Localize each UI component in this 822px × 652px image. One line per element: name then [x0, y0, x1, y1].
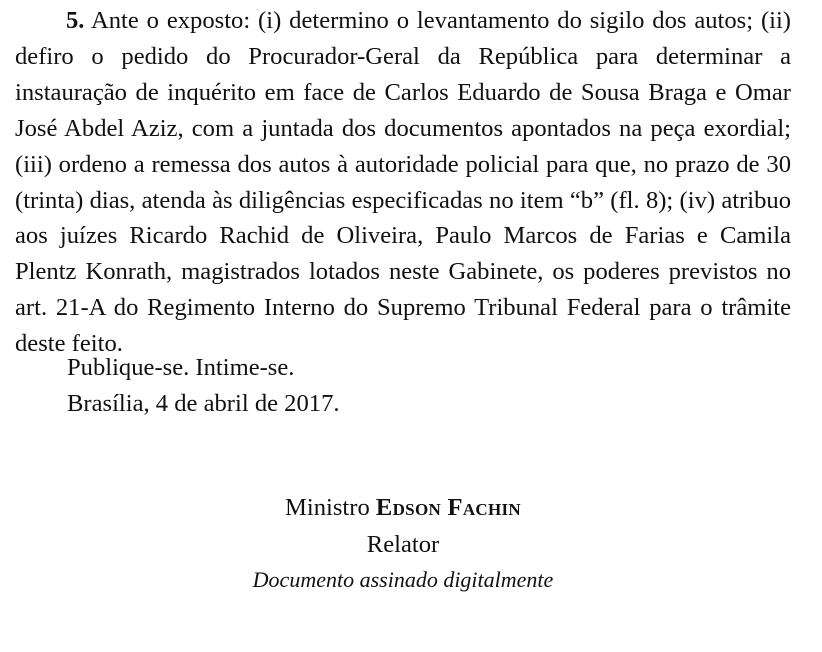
signature-name-line — [0, 494, 806, 522]
publish-line: Publique-se. Intime-se. — [67, 354, 295, 381]
signature-note: Documento assinado digitalmente — [252, 567, 554, 592]
signature-title: Ministro — [285, 494, 370, 521]
signature-role: Relator — [366, 531, 440, 558]
signature-name: Edson Fachin — [375, 494, 521, 521]
paragraph-number: 5. — [66, 7, 85, 34]
decision-paragraph — [15, 3, 791, 362]
place-date: Brasília, 4 de abril de 2017. — [67, 390, 340, 417]
decision-text: Ante o exposto: (i) determino o levantamento do sigilo dos autos; (ii) defiro o pedido do Procurador-Geral da República para determinar a instauração de inquérito em face de Carlos Eduardo de Sousa Braga e Omar José Abdel Aziz, com a juntada dos documentos apontados na peça exordial; (iii) ordeno a remessa dos autos à autoridade policial para que, no prazo de 30 (trinta) dias, atenda às diligências especificadas no item “b” (fl. 8); (iv) atribuo aos juízes Ricardo Rachid de Oliveira, Paulo Marcos de Farias e Camila Plentz Konrath, magistrados lotados neste Gabinete, os poderes previstos no art. 21-A do Regimento Interno do Supremo Tribunal Federal para o trâmite deste feito. — [15, 7, 791, 358]
